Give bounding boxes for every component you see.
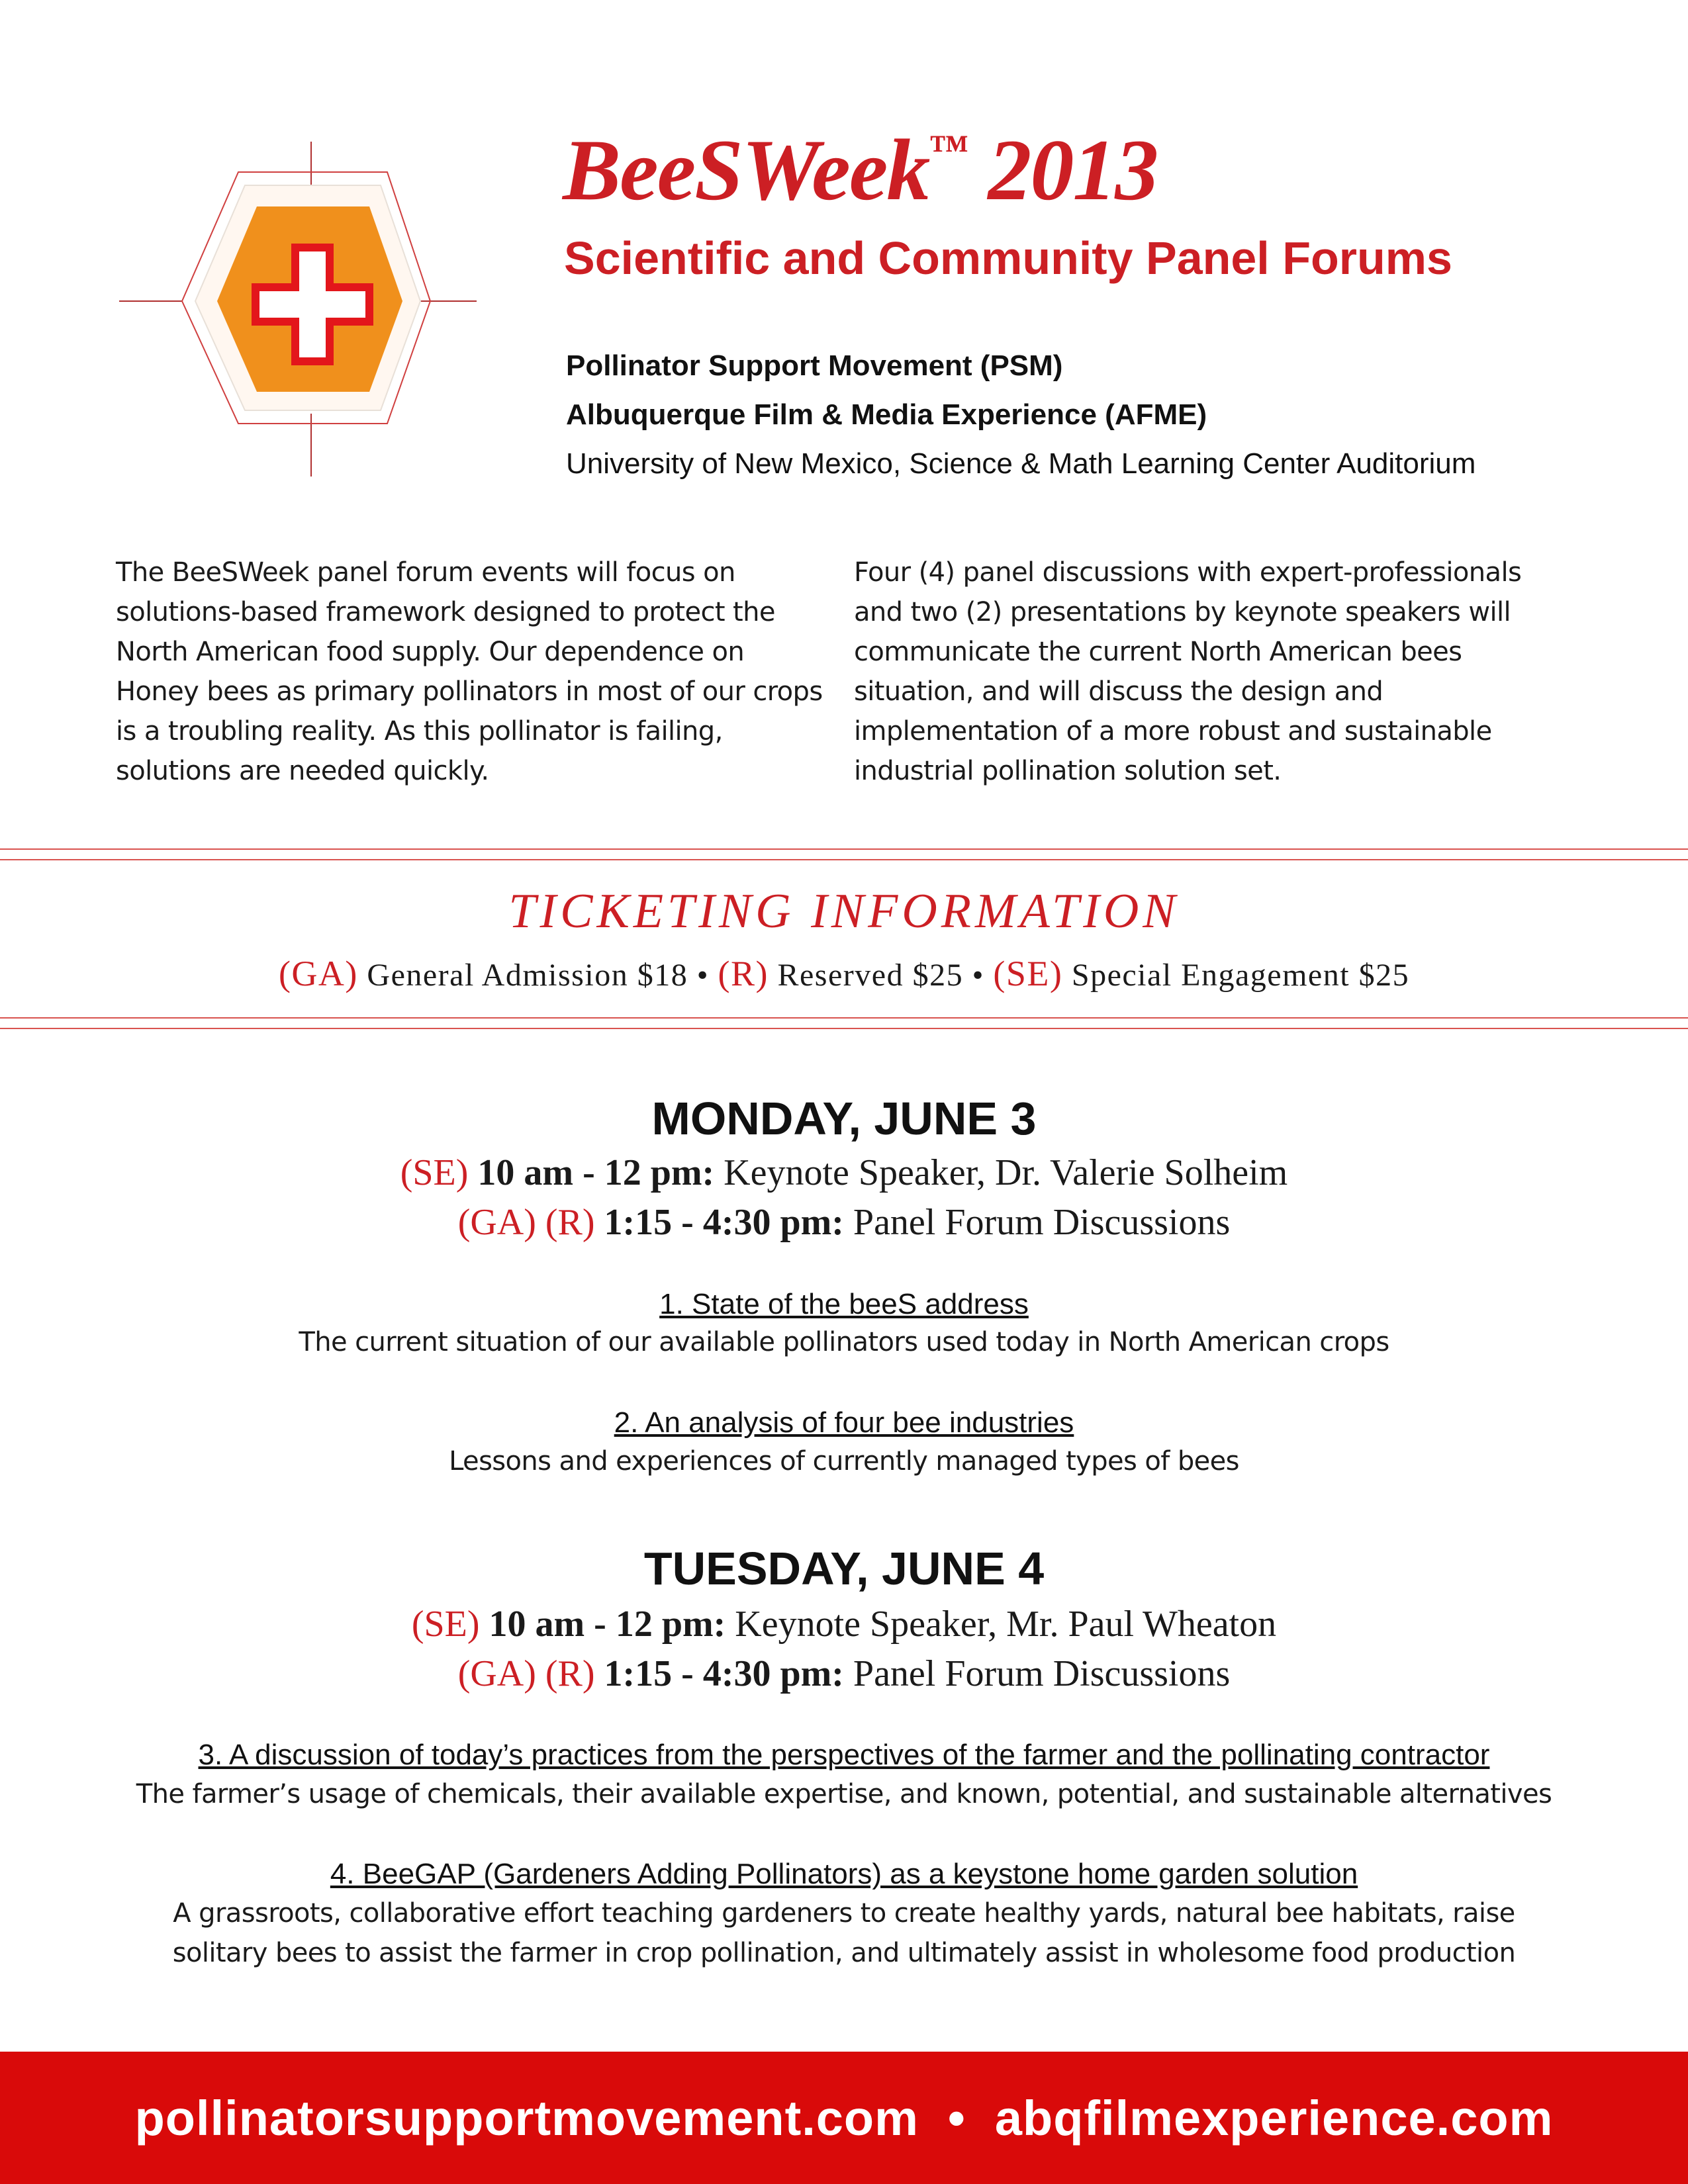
- r-code: (R): [718, 954, 769, 993]
- monday-keynote: (SE) 10 am - 12 pm: Keynote Speaker, Dr. Valerie Solheim: [400, 1152, 1288, 1193]
- footer-separator: •: [947, 2090, 966, 2146]
- intro-paragraph-left: The BeeSWeek panel forum events will focus on solutions-based framework designed to protect the North American food supply. Our dependence on Honey bees as primary pollinators in most of our crops is a troubling reality. As this pollinator is failing, solutions are needed quickly.: [116, 557, 823, 786]
- divider: [0, 1028, 1688, 1029]
- panel-4-title: 4. BeeGAP (Gardeners Adding Pollinators) as a keystone home garden solution: [330, 1858, 1358, 1890]
- footer-bar: [0, 2052, 1688, 2184]
- ticket-prices: [0, 953, 1688, 994]
- venue: University of New Mexico, Science & Math Learning Center Auditorium: [566, 447, 1476, 480]
- organizer-afme: Albuquerque Film & Media Experience (AFME): [566, 398, 1207, 431]
- se-code: (SE): [993, 954, 1063, 993]
- afme-website-link[interactable]: abqfilmexperience.com: [994, 2090, 1554, 2146]
- event-subtitle: Scientific and Community Panel Forums: [564, 232, 1452, 284]
- panel-2-description: Lessons and experiences of currently managed types of bees: [449, 1446, 1239, 1477]
- panel-2-title: 2. An analysis of four bee industries: [614, 1406, 1074, 1439]
- intro-paragraph-right: Four (4) panel discussions with expert-professionals and two (2) presentations by keynote speakers will communicate the current North American bees situation, and will discuss the design and implementation of a more robust and sustainable industrial pollination solution set.: [854, 557, 1522, 786]
- panel-3-description: The farmer’s usage of chemicals, their available expertise, and known, potential, and sustainable alternatives: [136, 1779, 1552, 1809]
- panel-1-description: The current situation of our available pollinators used today in North American crops: [299, 1327, 1389, 1357]
- panel-1-title: 1. State of the beeS address: [659, 1288, 1029, 1320]
- panel-4-description-line-2: solitary bees to assist the farmer in crop pollination, and ultimately assist in wholesome food production: [172, 1938, 1516, 1968]
- panel-3-title: 3. A discussion of today’s practices from the perspectives of the farmer and the pollinating contractor: [198, 1739, 1490, 1771]
- monday-panels: (GA) (R) 1:15 - 4:30 pm: Panel Forum Discussions: [457, 1202, 1231, 1243]
- ticketing-title: TICKETING INFORMATION: [508, 884, 1180, 938]
- panel-4-description-line-1: A grassroots, collaborative effort teaching gardeners to create healthy yards, natural bee habitats, raise: [173, 1898, 1515, 1929]
- tuesday-keynote: (SE) 10 am - 12 pm: Keynote Speaker, Mr. Paul Wheaton: [411, 1604, 1277, 1645]
- se-price: Special Engagement $25: [1062, 958, 1410, 993]
- divider: [0, 859, 1688, 860]
- event-title: BeeSWeek™ 2013: [563, 121, 1158, 218]
- r-price: Reserved $25 •: [768, 958, 994, 993]
- beesweek-logo-icon: [119, 132, 477, 490]
- divider: [0, 848, 1688, 850]
- organizer-psm: Pollinator Support Movement (PSM): [566, 349, 1063, 382]
- monday-heading: MONDAY, JUNE 3: [651, 1093, 1037, 1144]
- ga-price: General Admission $18 •: [357, 958, 718, 993]
- divider: [0, 1017, 1688, 1019]
- tuesday-panels: (GA) (R) 1:15 - 4:30 pm: Panel Forum Discussions: [457, 1653, 1231, 1694]
- psm-website-link[interactable]: pollinatorsupportmovement.com: [134, 2090, 919, 2146]
- ga-code: (GA): [278, 954, 358, 993]
- tuesday-heading: TUESDAY, JUNE 4: [643, 1543, 1045, 1594]
